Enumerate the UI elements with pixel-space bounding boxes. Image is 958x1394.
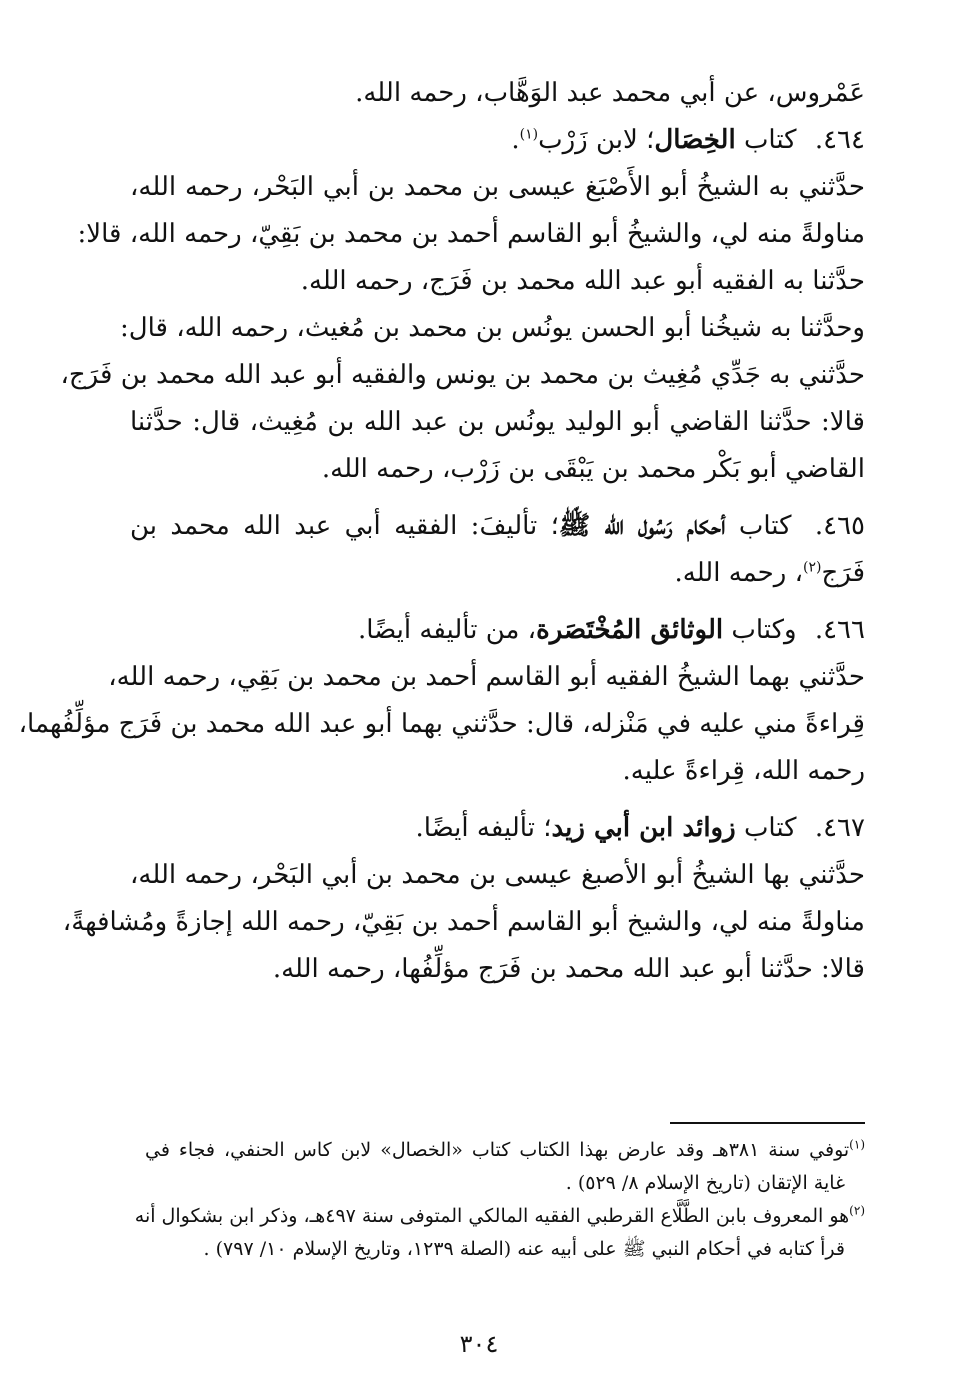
footnote-2-line: قرأ كتابه في أحكام النبي ﷺ على أبيه عنه (الصلة ١٢٣٩، وتاريخ الإسلام ١٠/ ٧٩٧) . <box>203 1238 845 1260</box>
entry-suffix: ؛ تأليفَ: الفقيه أبي عبد الله محمد بن <box>130 511 559 541</box>
entry-end: ، رحمه الله. <box>674 558 803 588</box>
footnote-marker: (٢) <box>849 1203 865 1218</box>
book-title: زوائد ابن أبي زيد <box>551 813 736 843</box>
entry-464-heading <box>130 117 865 164</box>
text-line: قِراءةً مني عليه في مَنْزله، قال: حدَّثني بهما أبو عبد الله محمد بن فَرَج مؤلِّفُهما، <box>18 709 865 739</box>
entry-number: ٤٦٤. <box>814 125 865 155</box>
text-line: عَمْروس، عن أبي محمد عبد الوَهَّاب، رحمه الله. <box>355 78 865 108</box>
footnote-text: توفي سنة ٣٨١هـ وقد عارض بهذا الكتاب كتاب «الخصال» لابن كاس الحنفي، فجاء في <box>145 1139 850 1161</box>
entry-prefix: كتاب <box>743 125 797 155</box>
text-line: قالا: حدَّثنا القاضي أبو الوليد يونُس بن عبد الله بن مُغِيث، قال: حدَّثنا <box>130 407 865 437</box>
entry-prefix: كتاب <box>743 813 797 843</box>
footnote-separator <box>670 1122 865 1124</box>
entry-number: ٤٦٧. <box>814 813 865 843</box>
entry-466-heading <box>130 607 865 654</box>
entry-467-heading <box>130 805 865 852</box>
entry-suffix: ؛ لابن زَرْب <box>538 125 655 155</box>
footnote-marker: (١) <box>849 1137 865 1152</box>
entry-suffix: ؛ تأليفه أيضًا. <box>415 813 552 843</box>
footnotes <box>134 1122 865 1266</box>
entry-prefix: كتاب <box>738 511 792 541</box>
main-text <box>18 70 866 993</box>
page-number: ٣٠٤ <box>459 1330 499 1358</box>
book-title: الخِصَال <box>654 125 736 155</box>
entry-number: ٤٦٥. <box>814 511 866 541</box>
footnote-ref-1[interactable]: (١) <box>519 126 539 143</box>
entry-continuation: فَرَج <box>821 558 865 588</box>
footnote-text: هو المعروف بابن الطَّلَّاع القرطبي الفقيه المالكي المتوفى سنة ٤٩٧هـ، وذكر ابن بشكوال أنه <box>134 1205 850 1227</box>
text-line: حدَّثني بها الشيخُ أبو الأصبغ عيسى بن محمد بن أبي البَحْر، رحمه الله، <box>130 860 865 890</box>
footnote-1-line: غاية الإتقان (تاريخ الإسلام ٨/ ٥٢٩) . <box>565 1172 845 1194</box>
book-title: أحكام رَسُول الله ﷺ <box>558 511 726 541</box>
entry-number: ٤٦٦. <box>814 615 865 645</box>
text-line: حدَّثني به جَدِّي مُغِيث بن محمد بن يونس والفقيه أبو عبد الله محمد بن فَرَج، <box>60 360 865 390</box>
text-line: قالا: حدَّثنا أبو عبد الله محمد بن فَرَج مؤلِّفُها، رحمه الله. <box>272 954 865 984</box>
text-line: رحمه الله، قِراءةً عليه. <box>622 756 865 786</box>
text-line: حدَّثني بهما الشيخُ الفقيه أبو القاسم أحمد بن محمد بن بَقِي، رحمه الله، <box>108 662 865 692</box>
book-title: الوثائق المُخْتَصَرة <box>536 615 724 645</box>
entry-465-continuation <box>130 550 865 597</box>
footnote-ref-2[interactable]: (٢) <box>802 559 822 576</box>
entry-prefix: وكتاب <box>731 615 797 645</box>
entry-end: . <box>511 125 520 155</box>
text-line: حدَّثنا به الفقيه أبو عبد الله محمد بن فَرَج، رحمه الله. <box>300 266 865 296</box>
footnote-2-line <box>134 1200 865 1233</box>
text-line: القاضي أبو بَكْر محمد بن يَبْقَى بن زَرْب، رحمه الله. <box>321 454 865 484</box>
text-line: وحدَّثنا به شيخُنا أبو الحسن يونُس بن محمد بن مُغيث، رحمه الله، قال: <box>119 313 865 343</box>
entry-465-heading <box>130 503 865 550</box>
entry-suffix: ، من تأليفه أيضًا. <box>357 615 537 645</box>
footnote-1-line <box>145 1134 865 1167</box>
text-line: حدَّثني به الشيخُ أبو الأَصْبَغ عيسى بن محمد بن أبي البَحْر، رحمه الله، <box>130 172 865 202</box>
text-line: مناولةً منه لي، والشيخُ أبو القاسم أحمد بن محمد بن بَقِيّ، رحمه الله، قالا: <box>77 219 865 249</box>
text-line: مناولةً منه لي، والشيخ أبو القاسم أحمد بن بَقِيّ، رحمه الله إجازةً ومُشافهةً، <box>62 907 865 937</box>
